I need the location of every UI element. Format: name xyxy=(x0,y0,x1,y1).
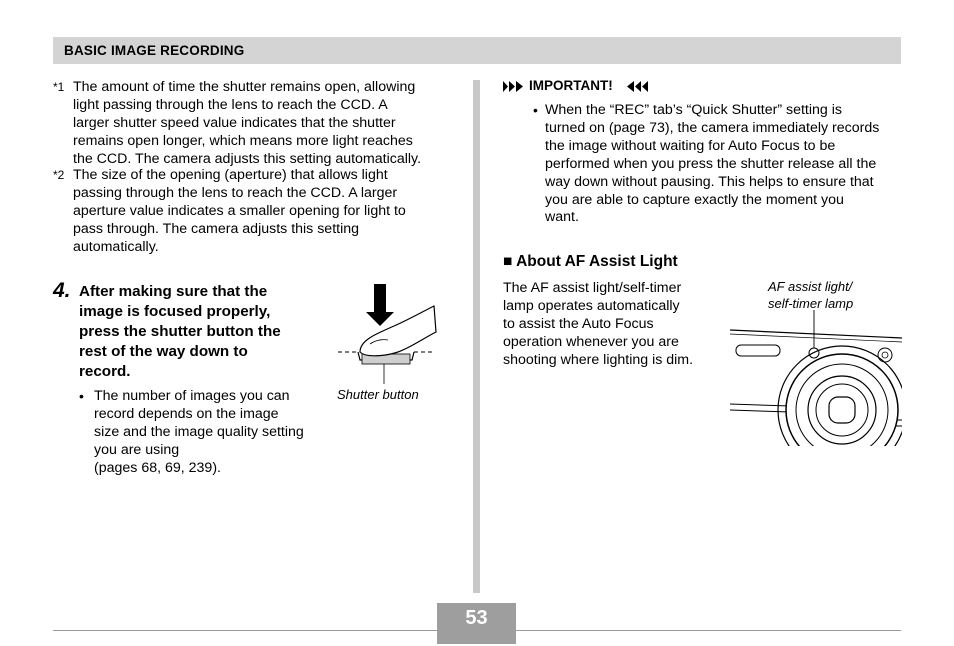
important-line: turned on (page 73), the camera immediately records xyxy=(545,120,880,136)
important-right-marker-icon xyxy=(627,80,649,93)
footnote-line: the CCD. The camera adjusts this setting automatically. xyxy=(73,151,422,167)
footnote-line: aperture value indicates a smaller opening for light to xyxy=(73,203,406,219)
column-divider xyxy=(473,80,480,593)
step-line: After making sure that the xyxy=(79,283,268,300)
af-body-line: to assist the Auto Focus xyxy=(503,316,654,332)
footnote-line: pass through. The camera adjusts this setting xyxy=(73,221,360,237)
af-body-line: The AF assist light/self-timer xyxy=(503,280,682,296)
important-line: want. xyxy=(545,209,579,225)
bullet-dot: • xyxy=(79,388,84,404)
footnote-mark: *1 xyxy=(53,80,65,94)
important-line: way down without pausing. This helps to ensure that xyxy=(545,174,874,190)
step-note-line: (pages 68, 69, 239). xyxy=(94,460,221,476)
square-bullet-icon: ■ xyxy=(503,253,513,270)
step-note-line: size and the image quality setting xyxy=(94,424,304,440)
section-header-bar xyxy=(53,37,901,64)
af-section-title-text: About AF Assist Light xyxy=(516,253,678,270)
step-line: image is focused properly, xyxy=(79,303,271,320)
footnote-line: remains open longer, which means more light reaches xyxy=(73,133,413,149)
bullet-dot: • xyxy=(533,102,538,118)
step-note-line: you are using xyxy=(94,442,180,458)
footnote-line: passing through the lens to reach the CCD. A larger xyxy=(73,185,398,201)
af-body-line: shooting where lighting is dim. xyxy=(503,352,694,368)
af-light-caption-line: AF assist light/ xyxy=(768,279,853,294)
section-header-title: BASIC IMAGE RECORDING xyxy=(64,43,245,58)
important-line: performed when you press the shutter release all the xyxy=(545,156,877,172)
camera-front-illustration xyxy=(730,310,902,448)
important-left-marker-icon xyxy=(503,80,525,93)
important-line: When the “REC” tab’s “Quick Shutter” setting is xyxy=(545,102,842,118)
important-label: IMPORTANT! xyxy=(529,78,613,93)
step-instruction xyxy=(79,282,339,382)
shutter-button-caption: Shutter button xyxy=(337,387,419,402)
step-line: press the shutter button the xyxy=(79,323,281,340)
af-section-title xyxy=(503,253,678,271)
footnote-line: The amount of time the shutter remains open, allowing xyxy=(73,79,416,95)
step-line: rest of the way down to xyxy=(79,343,248,360)
step-note-line: The number of images you can xyxy=(94,388,290,404)
important-line: you are able to capture exactly the moment you xyxy=(545,192,844,208)
page-number: 53 xyxy=(465,607,488,629)
important-line: the image without waiting for Auto Focus to be xyxy=(545,138,836,154)
af-body-line: operation whenever you are xyxy=(503,334,679,350)
step-number: 4. xyxy=(53,279,71,302)
step-note-line: record depends on the image xyxy=(94,406,279,422)
footnote-line: automatically. xyxy=(73,239,159,255)
af-light-caption-line: self-timer lamp xyxy=(768,296,854,311)
step-line: record. xyxy=(79,363,131,380)
footnote-line: larger shutter speed value indicates that the shutter xyxy=(73,115,396,131)
page-number-badge xyxy=(437,603,516,644)
footnote-mark: *2 xyxy=(53,168,65,182)
down-arrow-icon xyxy=(366,284,394,326)
af-body-line: lamp operates automatically xyxy=(503,298,680,314)
footnote-line: light passing through the lens to reach the CCD. A xyxy=(73,97,388,113)
shutter-button-illustration xyxy=(336,282,436,382)
footnote-line: The size of the opening (aperture) that allows light xyxy=(73,167,388,183)
